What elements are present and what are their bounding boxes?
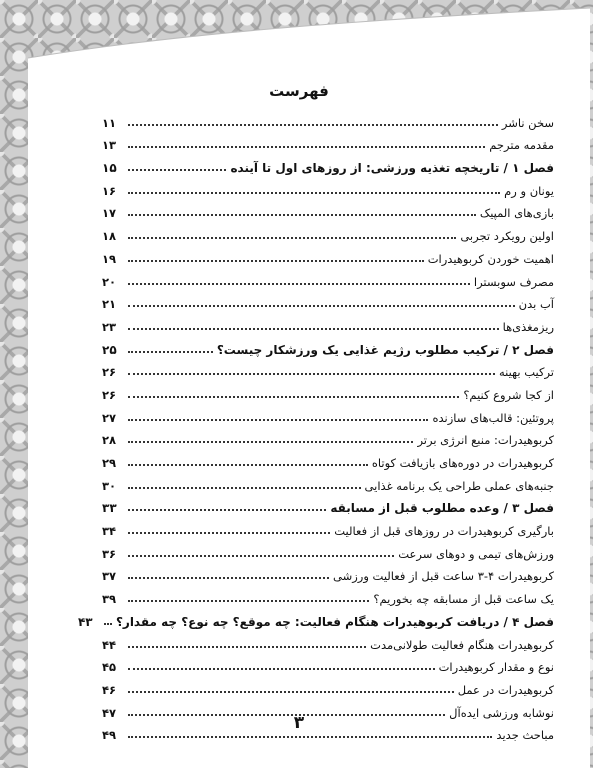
toc-entry-page: ۲۰ [102,274,117,289]
dot-leader [128,351,213,353]
toc-entry-page: ۳۴ [102,524,117,539]
toc-entry-page: ۴۷ [102,705,117,720]
dot-leader [128,305,515,307]
toc-row [102,107,554,130]
toc-entry-page: ۲۹ [102,456,117,470]
toc-row [102,402,554,425]
toc-entry-page: ۱۹ [102,251,117,266]
toc-row [102,515,554,538]
dot-leader [128,124,498,126]
table-of-contents-page [44,0,554,768]
toc-entry-page: ۳۷ [102,569,117,584]
dot-leader [128,283,470,285]
toc-entry-page: ۳۰ [102,478,117,493]
toc-entry-label: یونان و رم [504,183,554,198]
toc-row [102,538,554,561]
toc-entry-page: ۱۸ [102,229,117,244]
dot-leader [128,577,329,579]
dot-leader [128,691,454,693]
toc-entry-label: مقدمه مترجم [489,138,554,153]
toc-entry-label: بارگیری کربوهیدرات در روزهای قبل از فعالیت [334,524,554,539]
toc-entry-page: ۲۱ [102,297,117,312]
toc-entry-label: جنبه‌های عملی طراحی یک برنامه غذایی [364,478,554,493]
toc-entry-page: ۱۷ [102,206,117,221]
toc-entry-label: مصرف سوبسترا [473,274,554,289]
toc-row [102,266,554,289]
toc-entry-page: ۲۷ [102,410,117,425]
toc-entry-label: پروتئین: قالب‌های سازنده [432,410,554,425]
toc-entry-page: ۱۵ [102,161,117,176]
dot-leader [128,736,492,738]
toc-entry-page: ۴۳ [77,614,93,629]
dot-leader [128,192,500,194]
toc-row [102,379,554,402]
toc-entry-page: ۳۹ [102,592,117,607]
dot-leader [128,146,485,148]
toc-entry-label: سخن ناشر [501,115,554,130]
toc-entry-label: بازی‌های المپیک [479,206,554,221]
dot-leader [128,237,456,239]
toc-row [102,425,554,448]
dot-leader [128,441,413,443]
toc-chapter-row [102,334,554,357]
toc-row [102,243,554,266]
toc-entry-label: اولین رویکرد تجربی [460,229,554,244]
toc-entry-page: ۴۹ [102,728,117,743]
toc-entry-page: ۱۱ [102,115,117,130]
toc-entry-label: ورزش‌های تیمی و دوهای سرعت [398,546,554,561]
toc-chapter-row [102,152,554,175]
toc-row [102,583,554,606]
toc-entry-label: اهمیت خوردن کربوهیدرات [427,251,554,266]
toc-entry-page: ۲۵ [102,342,117,357]
toc-entry-label: فصل ۱ / تاریخچه تغذیه ورزشی: از روزهای اول تا آینده [230,161,554,176]
toc-entry-label: کربوهیدرات ۴-۳ ساعت قبل از فعالیت ورزشی [333,569,554,584]
dot-leader [128,396,459,398]
toc-row [102,311,554,334]
toc-entry-label: ریزمغذی‌ها [502,319,554,334]
toc-entry-label: کربوهیدرات در عمل [457,682,554,697]
page-number: ۳ [293,713,305,733]
dot-leader [128,169,226,171]
toc-entry-page: ۲۶ [102,387,117,402]
dot-leader [128,509,326,511]
toc-row [102,289,554,312]
toc-entry-label: کربوهیدرات در دوره‌های بازیافت کوتاه [371,456,554,470]
toc-entry-label: کربوهیدرات: منبع انرژی برتر [417,433,554,448]
toc-row [102,447,554,470]
toc-chapter-row [77,606,554,629]
toc-row [102,220,554,243]
dot-leader [104,623,112,625]
toc-list [77,107,554,743]
dot-leader [128,646,366,648]
dot-leader [128,328,499,330]
toc-row [102,629,554,652]
toc-entry-page: ۱۶ [102,183,117,198]
toc-entry-page: ۲۳ [102,319,117,334]
dot-leader [128,600,369,602]
toc-chapter-row [102,493,554,516]
toc-row [102,674,554,697]
dot-leader [128,214,476,216]
toc-entry-page: ۳۳ [102,501,117,516]
toc-entry-label: کربوهیدرات هنگام فعالیت طولانی‌مدت [370,637,554,652]
dot-leader [128,419,428,421]
toc-row [102,175,554,198]
toc-row [102,561,554,584]
toc-entry-page: ۴۴ [102,637,117,652]
dot-leader [128,555,394,557]
toc-entry-label: فصل ۳ / وعده مطلوب قبل از مسابقه [330,501,554,516]
toc-row [102,198,554,221]
toc-entry-page: ۴۵ [102,660,117,675]
dot-leader [128,487,361,489]
toc-entry-label: آب بدن [518,297,554,312]
toc-entry-label: نوع و مقدار کربوهیدرات [438,660,554,675]
toc-entry-page: ۱۳ [102,138,117,153]
toc-entry-page: ۲۸ [102,433,117,448]
dot-leader [128,260,424,262]
toc-row [102,470,554,493]
toc-title: فهرست [269,82,329,100]
toc-entry-page: ۴۶ [102,682,117,697]
dot-leader [128,532,330,534]
dot-leader [128,464,368,466]
toc-entry-page: ۳۶ [102,546,117,561]
toc-entry-label: ترکیب بهینه [498,365,554,380]
toc-row [102,357,554,380]
toc-entry-label: یک ساعت قبل از مسابقه چه بخوریم؟ [373,592,554,607]
toc-entry-label: از کجا شروع کنیم؟ [463,387,554,402]
toc-entry-label: نوشابه ورزشی ایده‌آل [449,705,554,720]
dot-leader [128,373,495,375]
toc-row [102,652,554,675]
dot-leader [128,668,435,670]
toc-entry-page: ۲۶ [102,365,117,380]
toc-entry-label: فصل ۴ / دریافت کربوهیدرات هنگام فعالیت: چه موقع؟ چه نوع؟ چه مقدار؟ [115,614,554,629]
toc-row [102,130,554,153]
toc-entry-label: مباحث جدید [496,728,554,743]
toc-entry-label: فصل ۲ / ترکیب مطلوب رژیم غذایی یک ورزشکار چیست؟ [216,342,554,357]
